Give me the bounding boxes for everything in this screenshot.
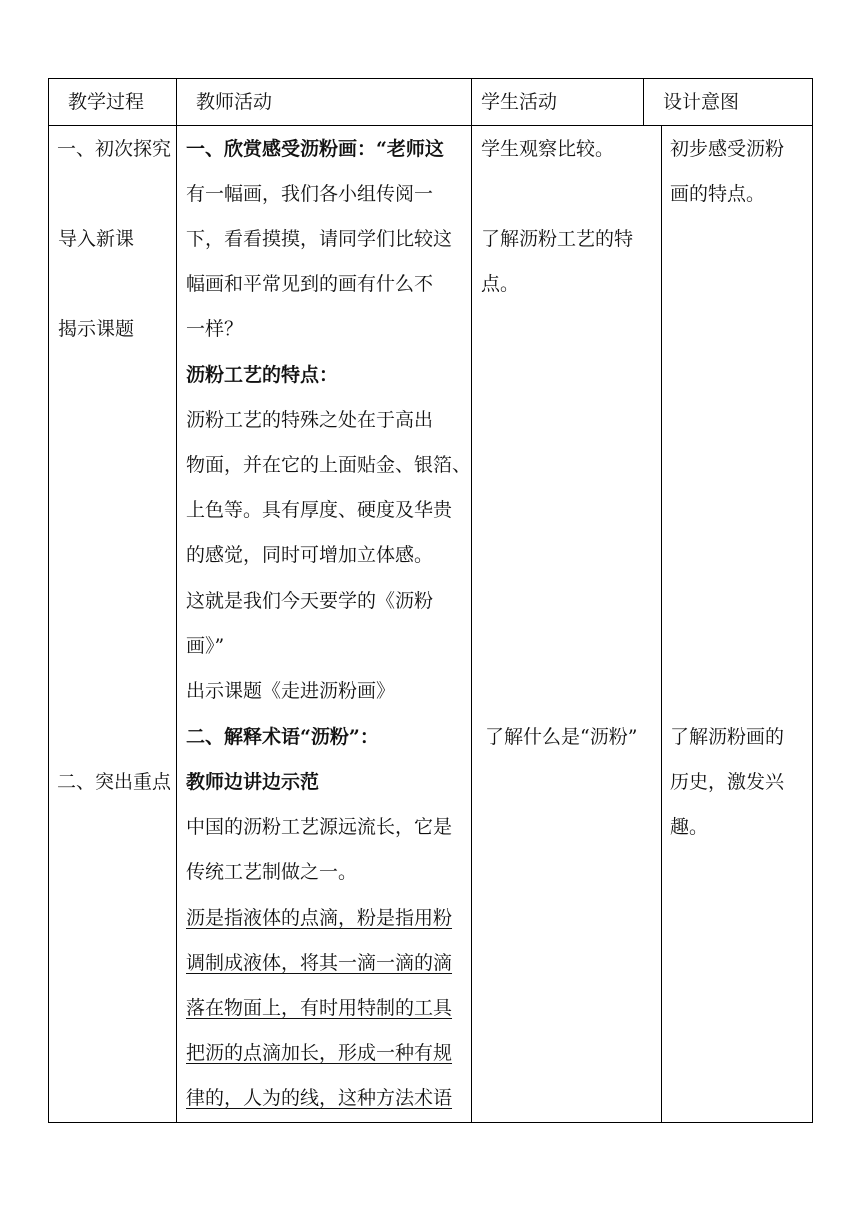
column-divider-1 [176,78,177,1123]
teacher-line: 画》” [186,635,225,657]
teacher-subheading: 二、解释术语“沥粉”： [186,726,379,748]
column-divider-3-body [661,125,662,1123]
process-step: 揭示课题 [58,318,135,340]
teacher-underlined-line: 沥是指液体的点滴，粉是指用粉 [186,907,453,929]
teacher-line: 这就是我们今天要学的《沥粉 [186,590,434,612]
teacher-line: 出示课题《走进沥粉画》 [186,680,396,702]
table-top-border [48,78,812,79]
student-line: 点。 [481,273,520,295]
header-process: 教学过程 [68,91,145,113]
teacher-subheading: 沥粉工艺的特点： [186,364,339,386]
teacher-line: 物面，并在它的上面贴金、银箔、 [186,454,472,476]
student-line: 了解什么是“沥粉” [485,726,638,748]
table-bottom-border [48,1122,812,1123]
header-teacher: 教师活动 [196,91,273,113]
teacher-line: 幅画和平常见到的画有什么不 [186,273,434,295]
teacher-subheading: 教师边讲边示范 [186,771,320,793]
teacher-line: 沥粉工艺的特殊之处在于高出 [186,409,434,431]
teacher-line: 一样？ [186,318,244,340]
teacher-underlined-line: 律的，人为的线，这种方法术语 [186,1087,453,1109]
teacher-line: 的感觉，同时可增加立体感。 [186,544,434,566]
design-line: 历史，激发兴 [670,771,785,793]
student-line: 了解沥粉工艺的特 [481,228,634,250]
teacher-line: 传统工艺制做之一。 [186,861,358,883]
teacher-underlined-line: 调制成液体，将其一滴一滴的滴 [186,952,453,974]
process-step: 二、突出重点 [57,771,172,793]
student-line: 学生观察比较。 [481,138,615,160]
teacher-line: 上色等。具有厚度、硬度及华贵 [186,499,453,521]
teacher-underlined-line: 落在物面上，有时用特制的工具 [186,997,453,1019]
table-left-border [48,78,49,1123]
teacher-line: 下，看看摸摸，请同学们比较这 [186,228,453,250]
teacher-underlined-line: 把沥的点滴加长，形成一种有规 [186,1042,453,1064]
design-line: 画的特点。 [670,183,766,205]
table-right-border [812,78,813,1123]
design-line: 趣。 [670,816,709,838]
design-line: 初步感受沥粉 [670,138,785,160]
header-bottom-border [48,125,812,126]
column-divider-2 [471,78,472,1123]
design-line: 了解沥粉画的 [670,726,785,748]
teacher-line: 有一幅画，我们各小组传阅一 [186,183,434,205]
header-student: 学生活动 [481,91,558,113]
process-step: 一、初次探究 [57,138,172,160]
column-divider-3-header [643,78,644,126]
process-step: 导入新课 [58,228,135,250]
teacher-line: 一、欣赏感受沥粉画：“老师这 [186,138,444,160]
header-design: 设计意图 [663,91,740,113]
teacher-line: 中国的沥粉工艺源远流长，它是 [186,816,453,838]
